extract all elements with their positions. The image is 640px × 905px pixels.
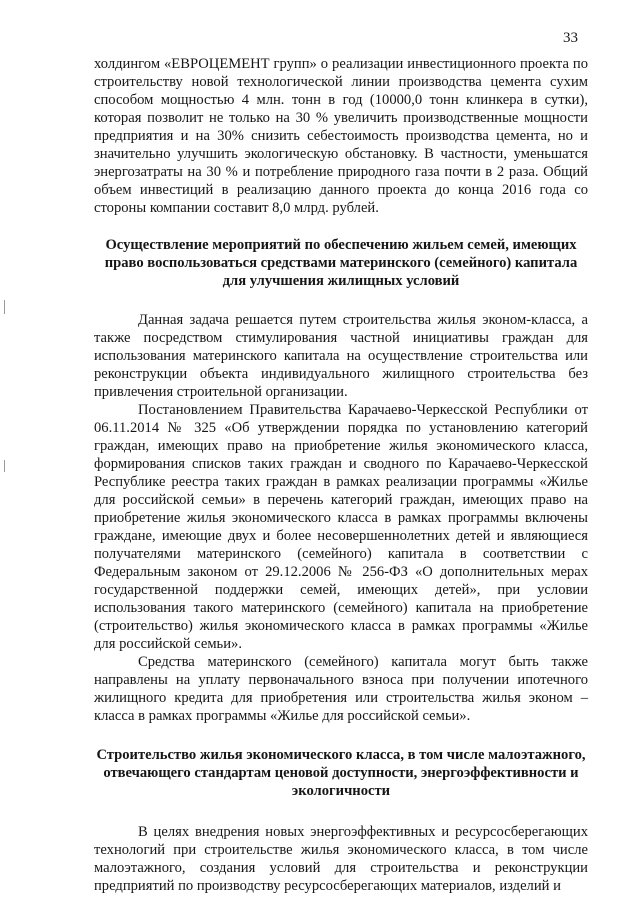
paragraph: Средства материнского (семейного) капитала могут быть также направлены на уплату первоначального взноса при получении ипотечного жилищного кредита для приобретения или строительства жилья эконом – класса в рамках программы «Жилье для российской семьи». (94, 654, 588, 724)
page-number: 33 (563, 30, 578, 46)
document-body (94, 55, 588, 895)
section-heading: Строительство жилья экономического класса, в том числе малоэтажного, отвечающего стандартам ценовой доступности, энергоэффективности и экологичности (96, 747, 586, 799)
paragraph: Данная задача решается путем строительства жилья эконом-класса, а также посредством стимулирования частной инициативы граждан для использования материнского капитала на осуществление строительства или реконструкции объекта индивидуального жилищного строительства без привлечения строительной организации. (94, 312, 588, 400)
paragraph: В целях внедрения новых энергоэффективных и ресурсосберегающих технологий при строительстве жилья экономического класса, в том числе малоэтажного, создания условий для строительства и реконструкции предприятий по производству ресурсосберегающих материалов, изделий и (94, 824, 588, 894)
paragraph: холдингом «ЕВРОЦЕМЕНТ групп» о реализации инвестиционного проекта по строительству новой технологической линии производства цемента сухим способом мощностью 4 млн. тонн в год (10000,0 тонн клинкера в сутки), которая позволит не только на 30 % увеличить производственные мощности предприятия и на 30% снизить себестоимость производства цемента, но и значительно улучшить экологическую обстановку. В частности, уменьшатся энергозатраты на 30 % и потребление природного газа почти в 2 раза. Общий объем инвестиций в реализацию данного проекта до конца 2016 года со стороны компании составит 8,0 млрд. рублей. (94, 56, 588, 216)
scan-margin-mark (4, 300, 5, 314)
section-heading: Осуществление мероприятий по обеспечению жильем семей, имеющих право воспользоваться средствами материнского (семейного) капитала для улучшения жилищных условий (104, 237, 578, 289)
scan-margin-mark (4, 460, 5, 472)
paragraph: Постановлением Правительства Карачаево-Черкесской Республики от 06.11.2014 № 325 «Об утверждении порядка по установлению категорий граждан, имеющих право на приобретение жилья экономического класса, формирования списков таких граждан и сводного по Карачаево-Черкесской Республике реестра таких граждан в рамках реализации программы «Жилье для российской семьи» в перечень категорий граждан, имеющих право на приобретение жилья экономического класса в рамках программы включены граждане, имеющие двух и более несовершеннолетних детей и являющиеся получателями материнского (семейного) капитала в соответствии с Федеральным законом от 29.12.2006 № 256-ФЗ «О дополнительных мерах государственной поддержки семей, имеющих детей», при условии использования такого материнского (семейного) капитала на приобретение (строительство) жилья экономического класса в рамках программы «Жилье для российской семьи». (94, 402, 588, 652)
